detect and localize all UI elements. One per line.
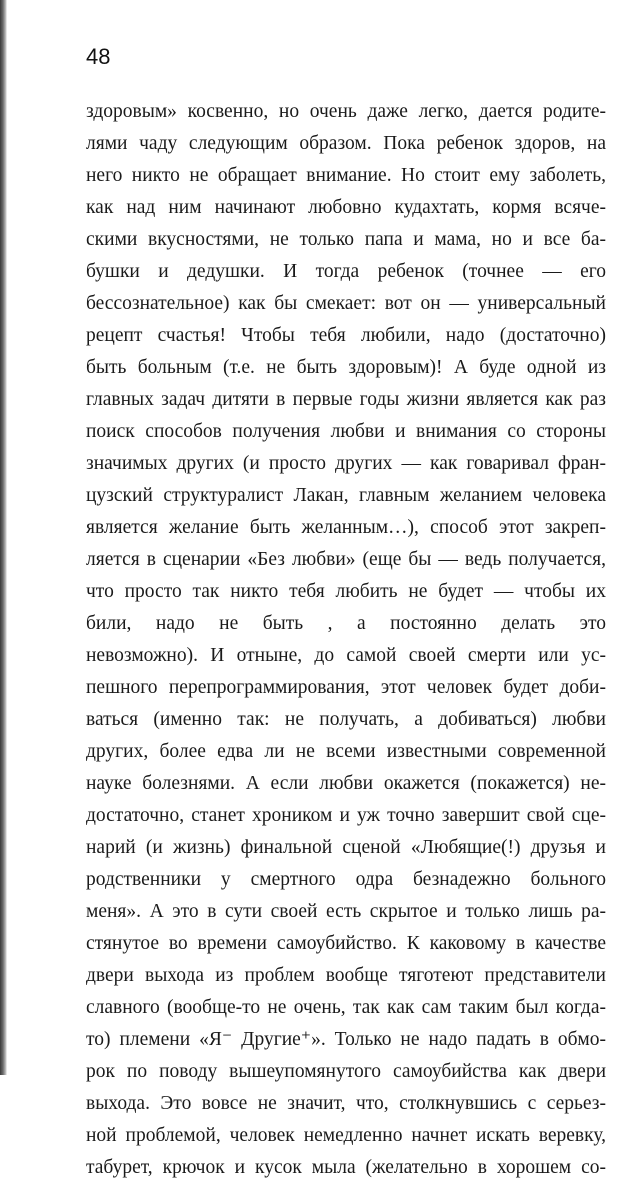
text-line: поиск способов получения любви и внимания со стороны <box>86 421 606 442</box>
text-line: лями чаду следующим образом. Пока ребенок здоров, на <box>86 133 606 154</box>
text-line: быть больным (т.е. не быть здоровым)! А буде одной из <box>86 357 606 378</box>
text-line: рецепт счастья! Чтобы тебя любили, надо (достаточно) <box>86 325 606 346</box>
text-line: науке болезнями. А если любви окажется (покажется) не- <box>86 773 606 794</box>
text-line: других, более едва ли не всеми известными современной <box>86 741 606 762</box>
text-line: бушки и дедушки. И тогда ребенок (точнее — его <box>86 261 606 282</box>
text-line: ваться (именно так: не получать, а добиваться) любви <box>86 709 606 730</box>
text-line: здоровым» косвенно, но очень даже легко, дается родите- <box>86 101 606 122</box>
text-line: что просто так никто тебя любить не будет — чтобы их <box>86 581 606 602</box>
text-line: нарий (и жизнь) финальной сценой «Любящие(!) друзья и <box>86 837 606 858</box>
text-line: стянутое во времени самоубийство. К каковому в качестве <box>86 933 606 954</box>
text-line: значимых других (и просто других — как говаривал фран- <box>86 453 606 474</box>
text-line: пешного перепрограммирования, этот человек будет доби- <box>86 677 606 698</box>
text-line: славного (вообще-то не очень, так как сам таким был когда- <box>86 997 606 1018</box>
text-line: выхода. Это вовсе не значит, что, столкнувшись с серьез- <box>86 1093 606 1114</box>
text-line: достаточно, станет хроником и уж точно завершит свой сце- <box>86 805 606 826</box>
text-line: ляется в сценарии «Без любви» (еще бы — ведь получается, <box>86 549 606 570</box>
text-line: невозможно). И отныне, до самой своей смерти или ус- <box>86 645 606 666</box>
text-line: то) племени «Я⁻ Другие⁺». Только не надо падать в обмо- <box>86 1029 606 1050</box>
text-line: родственники у смертного одра безнадежно больного <box>86 869 606 890</box>
text-line: двери выхода из проблем вообще тяготеют представители <box>86 965 606 986</box>
text-line: ной проблемой, человек немедленно начнет искать веревку, <box>86 1125 606 1146</box>
text-line: него никто не обращает внимание. Но стоит ему заболеть, <box>86 165 606 186</box>
text-line: рок по поводу вышеупомянутого самоубийства как двери <box>86 1061 606 1082</box>
text-line: как над ним начинают любовно кудахтать, кормя всяче- <box>86 197 606 218</box>
text-line: меня». А это в сути своей есть скрытое и только лишь ра- <box>86 901 606 922</box>
text-line: скими вкусностями, не только папа и мама, но и все ба- <box>86 229 606 250</box>
text-fragment: били, надо не быть <box>86 613 328 634</box>
text-line: бессознательное) как бы смекает: вот он — универсальный <box>86 293 606 314</box>
text-line: цузский структуралист Лакан, главным желанием человека <box>86 485 606 506</box>
text-line: главных задач дитяти в первые годы жизни является как раз <box>86 389 606 410</box>
text-line-with-blank <box>86 608 606 640</box>
scan-edge-shadow <box>0 0 7 1075</box>
text-fragment: , а постоянно делать это <box>327 613 606 634</box>
text-line: является желание быть желанным…), способ этот закреп- <box>86 517 606 538</box>
body-text <box>86 96 606 1184</box>
text-line: табурет, крючок и кусок мыла (желательно в хорошем со- <box>86 1157 606 1178</box>
page-number: 48 <box>86 44 111 69</box>
